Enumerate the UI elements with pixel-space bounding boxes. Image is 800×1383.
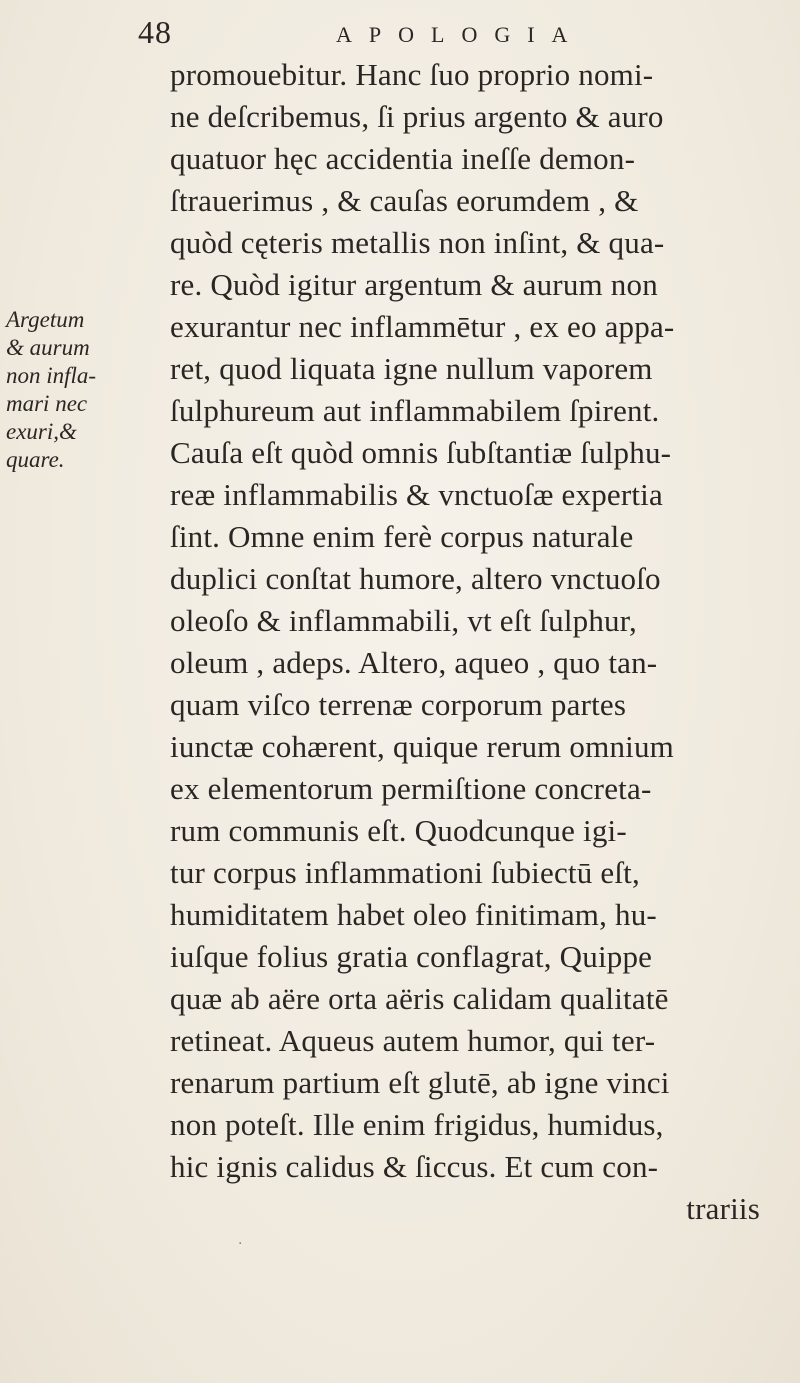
text-line: hic ignis calidus & ſiccus. Et cum con- [170, 1149, 659, 1184]
text-line: retineat. Aqueus autem humor, qui ter- [170, 1023, 656, 1058]
text-line: duplici conſtat humore, altero vnctuoſo [170, 561, 661, 596]
text-line: ſtrauerimus , & cauſas eorumdem , & [170, 183, 639, 218]
text-line: quatuor hęc accidentia ineſſe demon- [170, 141, 636, 176]
text-line: reæ inflammabilis & vnctuoſæ expertia [170, 477, 663, 512]
marginal-note-line: exuri,& [6, 419, 77, 444]
page-number: 48 [138, 14, 172, 50]
text-line: quòd cęteris metallis non inſint, & qua- [170, 225, 665, 260]
text-line: oleum , adeps. Altero, aqueo , quo tan- [170, 645, 658, 680]
body-text [170, 54, 782, 1230]
text-line: rum communis eſt. Quodcunque igi- [170, 813, 627, 848]
marginal-note-line: non infla- [6, 363, 97, 388]
text-line: Cauſa eſt quòd omnis ſubſtantiæ ſulphu- [170, 435, 672, 470]
marginal-note-line: & aurum [6, 335, 90, 360]
text-line: non poteſt. Ille enim frigidus, humidus, [170, 1107, 664, 1142]
text-line: ne deſcribemus, ſi prius argento & auro [170, 99, 664, 134]
text-line: exurantur nec inflammētur , ex eo appa- [170, 309, 675, 344]
text-line: ſint. Omne enim ferè corpus naturale [170, 519, 634, 554]
marginal-note-line: mari nec [6, 391, 88, 416]
text-line: promouebitur. Hanc ſuo proprio nomi- [170, 57, 654, 92]
running-head: APOLOGIA [336, 22, 585, 47]
marginal-note [6, 306, 166, 474]
text-line: quæ ab aëre orta aëris calidam qualitatē [170, 981, 669, 1016]
text-line: ret, quod liquata igne nullum vaporem [170, 351, 653, 386]
text-line: renarum partium eſt glutē, ab igne vinci [170, 1065, 670, 1100]
page-header [138, 14, 778, 54]
ink-speck: · [238, 1236, 243, 1252]
text-line: iuſque folius gratia conflagrat, Quippe [170, 939, 653, 974]
marginal-note-line: quare. [6, 447, 65, 472]
text-line: ſulphureum aut inflammabilem ſpirent. [170, 393, 660, 428]
text-line: re. Quòd igitur argentum & aurum non [170, 267, 658, 302]
text-line: quam viſco terrenæ corporum partes [170, 687, 627, 722]
text-line: iunctæ cohærent, quique rerum omnium [170, 729, 674, 764]
text-line: ex elementorum permiſtione concreta- [170, 771, 652, 806]
text-line: oleoſo & inflammabili, vt eſt ſulphur, [170, 603, 637, 638]
marginal-note-line: Argetum [6, 307, 85, 332]
catchword: trariis [686, 1191, 760, 1226]
text-line: tur corpus inflammationi ſubiectū eſt, [170, 855, 640, 890]
text-line: humiditatem habet oleo finitimam, hu- [170, 897, 657, 932]
